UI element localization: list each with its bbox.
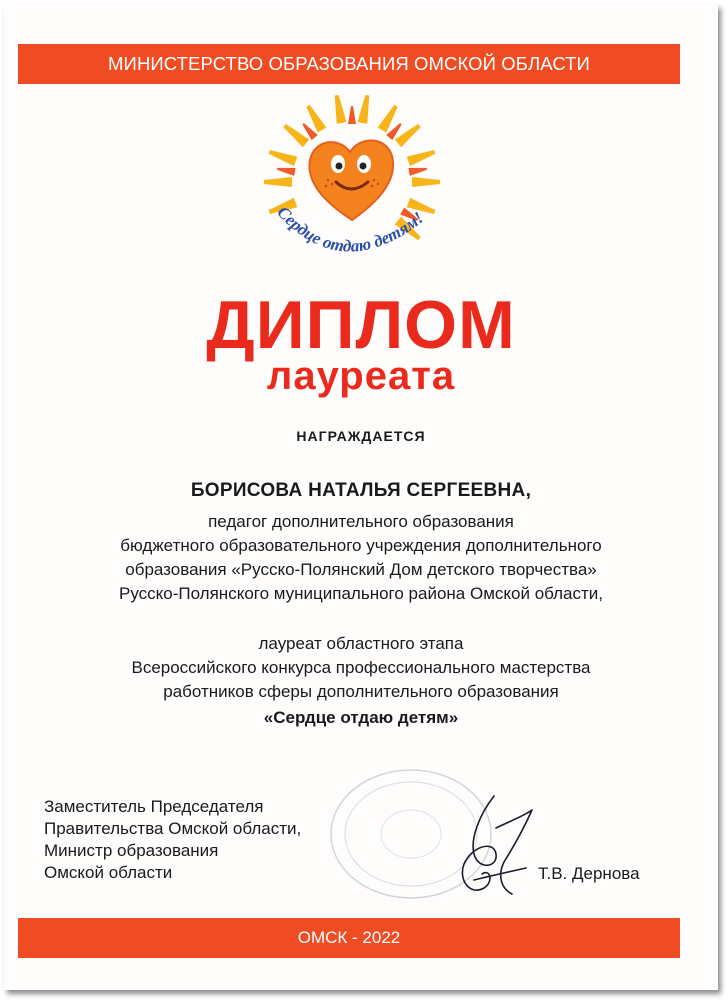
awarded-label: НАГРАЖДАЕТСЯ bbox=[296, 428, 426, 444]
diploma-page bbox=[4, 4, 718, 990]
handwritten-signature-icon bbox=[434, 784, 554, 914]
signatory-line: Министр образования bbox=[44, 841, 219, 860]
recipient-line: Русско-Полянского муниципального района Омской области, bbox=[118, 584, 604, 603]
signatory-name: Т.В. Дернова bbox=[538, 864, 640, 883]
recipient-line: бюджетного образовательного учреждения дополнительного bbox=[120, 536, 602, 555]
ministry-header-band bbox=[18, 44, 680, 84]
recipient-line: педагог дополнительного образования bbox=[208, 512, 514, 531]
footer-band bbox=[18, 918, 680, 958]
smiling-heart-sun-icon bbox=[252, 92, 452, 284]
achievement-line: лауреат областного этапа bbox=[258, 634, 464, 653]
achievement-line: работников сферы дополнительного образования bbox=[163, 682, 559, 701]
signatory-line: Омской области bbox=[44, 863, 173, 882]
signatory-position bbox=[44, 796, 301, 884]
signatory-line: Правительства Омской области, bbox=[44, 819, 302, 838]
heart-shape bbox=[309, 140, 393, 220]
recipient-name: БОРИСОВА НАТАЛЬЯ СЕРГЕЕВНА, bbox=[190, 480, 532, 501]
achievement-line: Всероссийского конкурса профессионального мастерства bbox=[131, 658, 591, 677]
diploma-subtitle: лауреата bbox=[266, 354, 456, 398]
recipient-line: образования «Русско-Полянский Дом детского творчества» bbox=[125, 560, 597, 579]
signatory-line: Заместитель Председателя bbox=[44, 797, 264, 816]
contest-name: «Сердце отдаю детям» bbox=[263, 708, 459, 727]
city-year: ОМСК - 2022 bbox=[297, 928, 401, 947]
logo-slogan: Сердце отдаю детям! bbox=[273, 202, 428, 256]
ministry-title: МИНИСТЕРСТВО ОБРАЗОВАНИЯ ОМСКОЙ ОБЛАСТИ bbox=[108, 53, 590, 74]
diploma-title: ДИПЛОМ bbox=[206, 287, 516, 363]
